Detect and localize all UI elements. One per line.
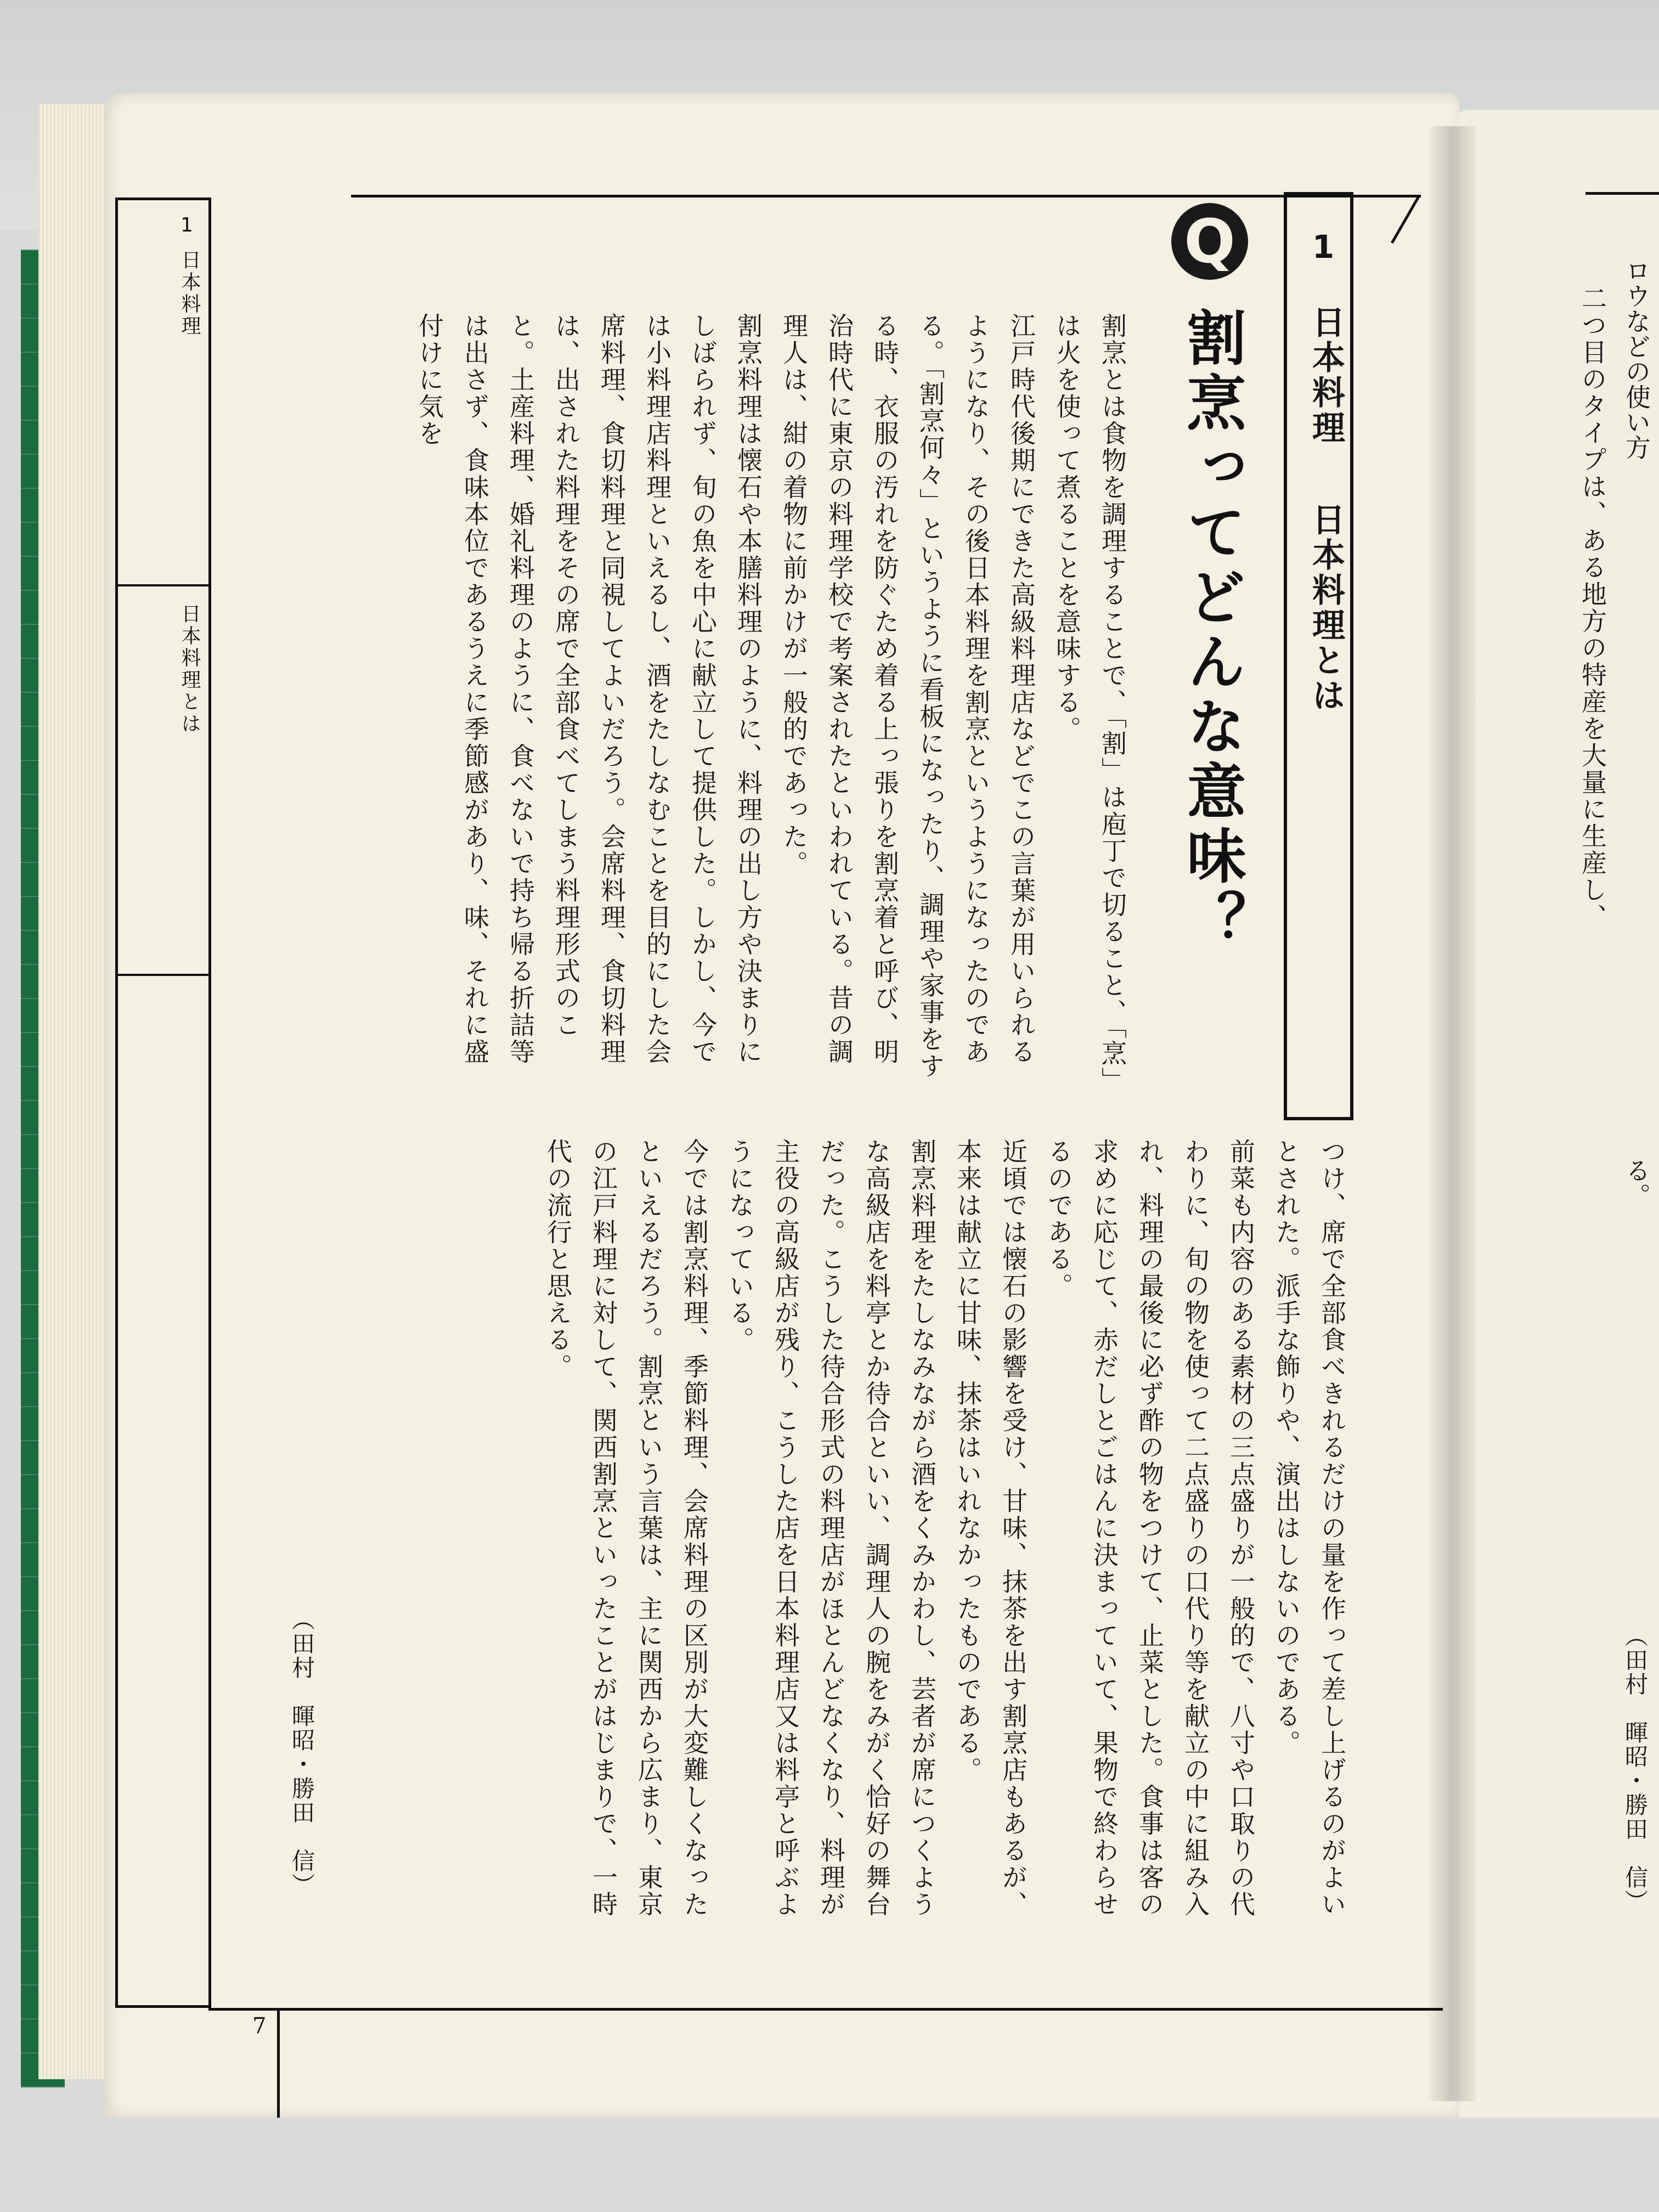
side-divider-1 — [118, 584, 211, 586]
paragraph: 前菜も内容のある素材の三点盛りが一般的で、八寸や口取りの代わりに、旬の物を使って二点盛りの口代り等を献立の中に組み入れ、料理の最後に必ず酢の物をつけて、止菜とした。食事は客の求めに応じて、赤だしとごはんに決まっていて、果物で終わらせるのである。 — [1044, 1138, 1256, 1918]
page-number: 7 — [252, 2013, 267, 2039]
paragraph: 江戸時代後期にできた高級料理店などでこの言葉が用いられるようになり、その後日本料理を割烹というようになったのである。「割烹何々」というように看板になったり、調理や家事をする時、衣服の汚れを防ぐため着る上っ張りを割烹着と呼び、明治時代に東京の料理学校で考案されたといわれている。昔の調理人は、紺の着物に前かけが一般的であった。 — [779, 313, 1036, 1080]
bottom-rule — [208, 2008, 1443, 2011]
folio-rule — [277, 2008, 280, 2118]
book-gutter — [1426, 126, 1476, 2101]
question-badge: Q — [1171, 203, 1248, 280]
next-page-line-2: 二つ目のタイプは、ある地方の特産を大量に生産し、 — [1578, 285, 1607, 930]
side-divider-2 — [118, 974, 211, 976]
paragraph: 今では割烹料理、季節料理、会席料理の区別が大変難しくなったといえるだろう。割烹という言葉は、主に関西から広まり、東京の江戸料理に対して、関西割烹といったことがはじまりで、一時代の流行と思える。 — [543, 1138, 709, 1918]
next-page-line-3: る。 — [1622, 1158, 1651, 1208]
paragraph: 近頃では懐石の影響を受け、甘味、抹茶を出す割烹店もあるが、本来は献立に甘味、抹茶はいれなかったものである。 — [953, 1138, 1028, 1918]
next-page-rule — [1585, 192, 1659, 195]
title-number: 1 — [1305, 228, 1342, 266]
paragraph: 割烹料理をたしなみながら酒をくみかわし、芸者が席につくような高級店を料亭とか待合といい、調理人の腕をみがく恰好の舞台だった。こうした待合形式の料理店がほとんどなくなり、料理が主役の高級店が残り、こうした店を日本料理店又は料亭と呼ぶようになっている。 — [725, 1138, 937, 1918]
top-rule — [351, 195, 1421, 198]
title-box — [1284, 192, 1353, 1120]
side-index-number: 1 — [176, 214, 198, 239]
paragraph: つけ、席で全部食べきれるだけの量を作って差し上げるのがよいとされた。派手な飾りや、演出はしないのである。 — [1272, 1138, 1347, 1918]
author-credit: （田村 暉昭・勝田 信） — [289, 1607, 315, 1897]
next-page-line-1: ロウなどの使い方 — [1622, 258, 1651, 460]
title-category: 日本料理 — [1307, 305, 1345, 445]
side-index-subsection: 日本料理とは — [178, 603, 201, 735]
paragraph: 割烹料理は懐石や本膳料理のように、料理の出し方や決まりにしばられず、旬の魚を中心に献立して提供した。しかし、今では小料理店料理といえるし、酒をたしなむことを目的にした会席料理、食切料理と同視してよいだろう。会席料理、食切料理は、出された料理をその席で全部食べてしまう料理形式のこと。土産料理、婚礼料理のように、食べないで持ち帰る折詰等は出さず、食味本位であるうえに季節感があり、味、それに盛付けに気を — [415, 313, 763, 1065]
side-index-section: 日本料理 — [178, 250, 201, 337]
paragraph: 割烹とは食物を調理することで、「割」は庖丁で切ること、「烹」は火を使って煮ることを意味する。 — [1052, 313, 1127, 1081]
title-topic: 日本料理とは — [1307, 503, 1345, 713]
headline: 割烹ってどんな意味？ — [1177, 307, 1245, 955]
lower-text-block — [296, 1138, 1355, 1923]
next-page-author: （田村 暉昭・勝田 信） — [1622, 1624, 1649, 1914]
side-index — [115, 198, 211, 2008]
upper-text-block — [362, 313, 1135, 1092]
